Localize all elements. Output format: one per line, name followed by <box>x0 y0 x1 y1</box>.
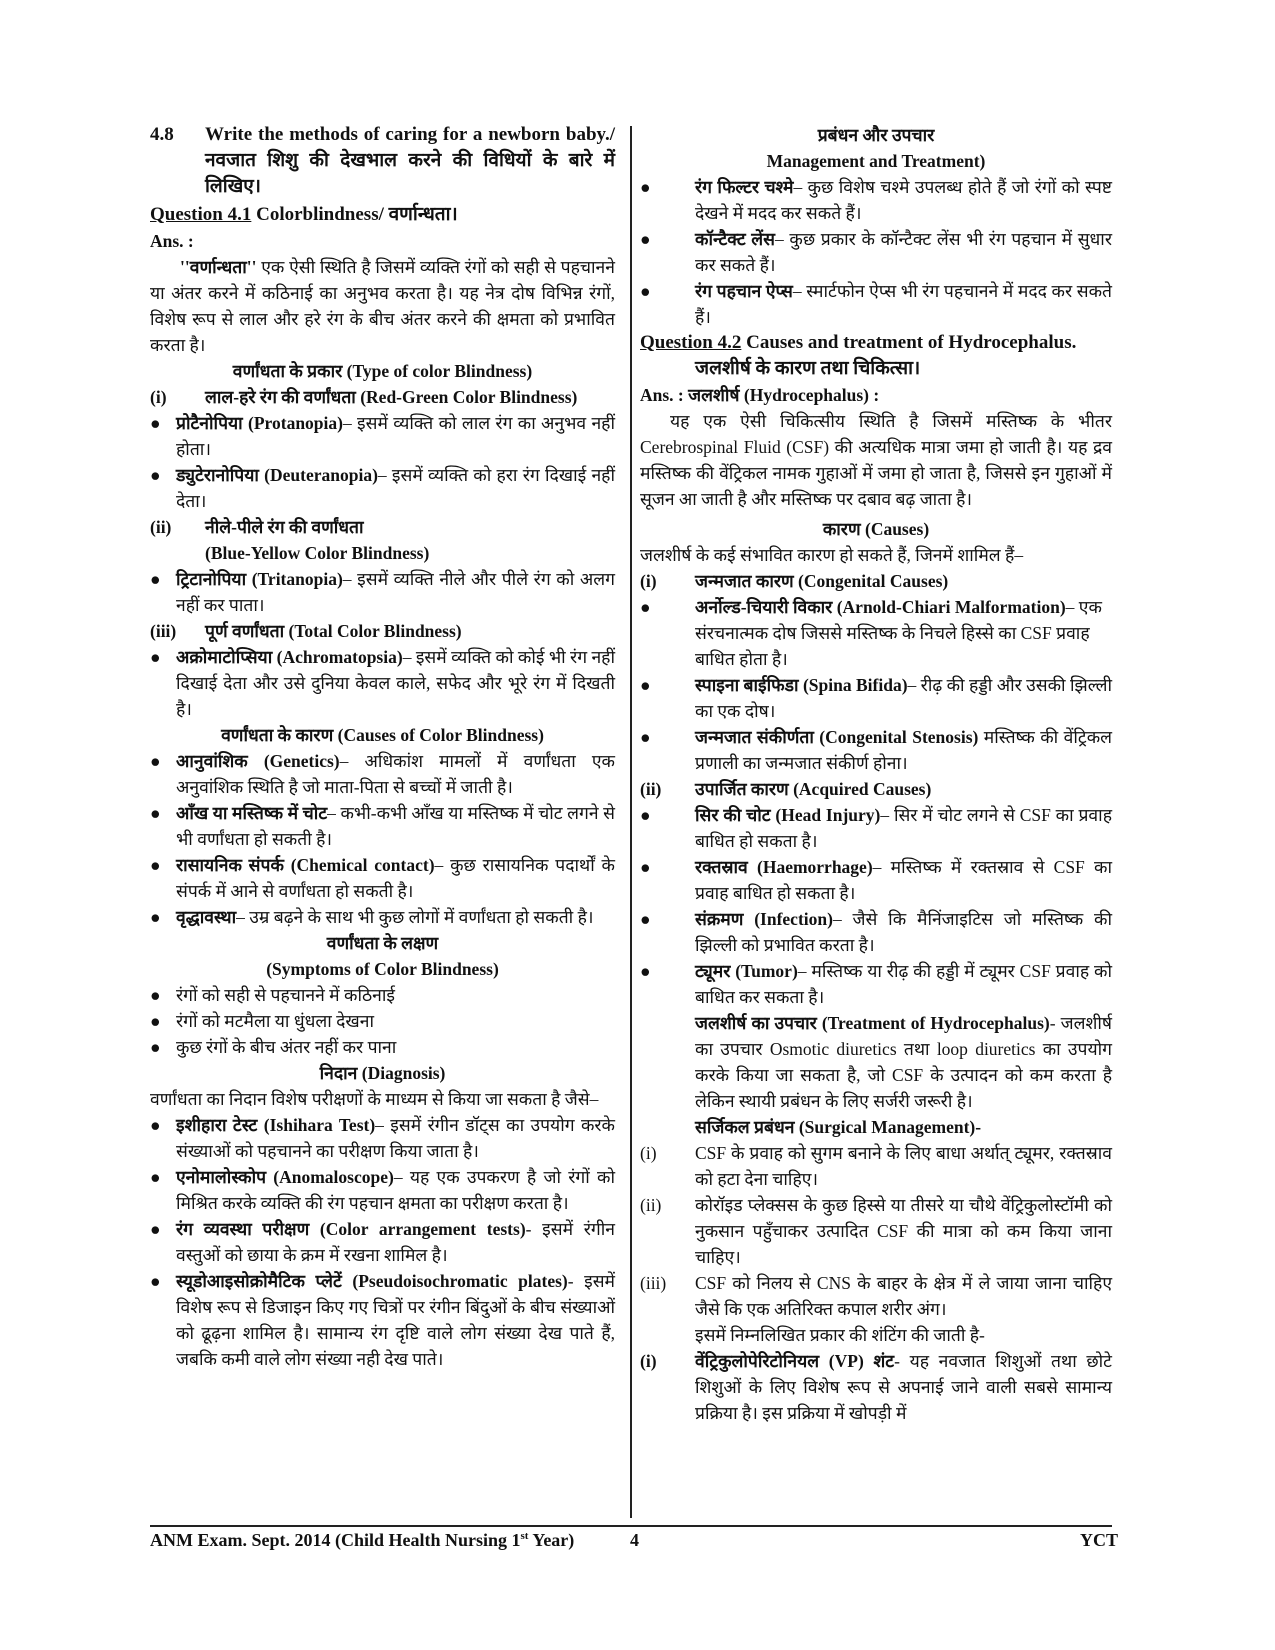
left-column <box>150 122 615 1372</box>
bullet-icon: ● <box>640 281 651 301</box>
bullet-aging <box>150 904 615 930</box>
footer-text: ANM Exam. Sept. 2014 (Child Health Nursing 1 <box>150 1530 521 1550</box>
roman-marker: (ii) <box>640 1195 662 1215</box>
bullet-icon: ● <box>640 961 651 981</box>
term: रंग पहचान ऐप्स <box>695 281 793 301</box>
term: जलशीर्ष का उपचार (Treatment of Hydrocephalus) <box>695 1013 1050 1033</box>
bullet-tumor <box>640 958 1112 1010</box>
bullet-icon: ● <box>150 413 161 433</box>
term-desc: - जलशीर्ष का उपचार Osmotic diuretics तथा loop diuretics का उपयोग करके किया जा सकता है, जो CSF के उत्पादन को कम करता है लेकिन स्थायी प्रबंधन के लिए सर्जरी जरूरी है। <box>695 1013 1112 1111</box>
right-column <box>640 122 1112 1426</box>
bullet-icon: ● <box>640 909 651 929</box>
answer-label: Ans. : जलशीर्ष (Hydrocephalus) : <box>640 385 880 405</box>
term-desc: – कुछ प्रकार के कॉन्टैक्ट लेंस भी रंग पहचान में सुधार कर सकते हैं। <box>695 229 1112 275</box>
question-number: 4.8 <box>150 124 174 145</box>
term: वेंट्रिकुलोपेरिटोनियल (VP) शंट <box>695 1351 895 1371</box>
term: रक्तस्राव (Haemorrhage) <box>695 857 873 877</box>
type-3 <box>150 618 615 644</box>
bullet-icon: ● <box>150 803 161 823</box>
step-text: CSF को निलय से CNS के बाहर के क्षेत्र में ले जाया जाना चाहिए जैसे कि एक अतिरिक्त कपाल शरीर अंग। <box>695 1273 1112 1319</box>
publisher-name: YCT <box>1080 1530 1119 1550</box>
type-text: नीले-पीले रंग की वर्णांधता <box>205 517 364 537</box>
bullet-icon: ● <box>150 1037 161 1057</box>
bullet-apps <box>640 278 1112 330</box>
vp-shunt <box>640 1348 1112 1426</box>
term: रंग फिल्टर चश्मे <box>695 177 794 197</box>
type-text: लाल-हरे रंग की वर्णांधता (Red-Green Color Blindness) <box>205 387 578 407</box>
treatment-paragraph <box>640 1010 1112 1114</box>
bullet-stenosis <box>640 724 1112 776</box>
question-4-2 <box>640 330 1112 356</box>
term: स्यूडोआइसोक्रोमैटिक प्लेटें (Pseudoisochromatic plates) <box>176 1271 568 1291</box>
bullet-achromatopsia <box>150 644 615 722</box>
bullet-deuteranopia <box>150 462 615 514</box>
footer-sup: st <box>520 1530 529 1542</box>
bullet-infection <box>640 906 1112 958</box>
symptom-item <box>150 1008 615 1034</box>
term-desc: - इसमें रंगीन वस्तुओं को छाया के क्रम में रखना शामिल है। <box>176 1219 615 1265</box>
bullet-ishihara <box>150 1112 615 1164</box>
type-1 <box>150 384 615 410</box>
intro-paragraph <box>150 254 615 358</box>
bullet-anomaloscope <box>150 1164 615 1216</box>
causes-heading: कारण (Causes) <box>822 519 930 539</box>
term-desc: – अधिकांश मामलों में वर्णांधता एक अनुवांशिक स्थिति है जो माता-पिता से बच्चों में जाती है। <box>176 751 615 797</box>
surgical-step <box>640 1140 1112 1192</box>
bullet-contact-lens <box>640 226 1112 278</box>
term-desc: – कुछ रासायनिक पदार्थों के संपर्क में आने से वर्णांधता हो सकती है। <box>176 855 615 901</box>
acquired-causes <box>640 776 1112 802</box>
term: वृद्धावस्था <box>176 907 237 927</box>
term: आनुवांशिक (Genetics) <box>176 751 340 771</box>
term-desc: – इसमें व्यक्ति को कोई भी रंग नहीं दिखाई देता और उसे दुनिया केवल काले, सफेद और भूरे रंग में दिखती है। <box>176 647 615 719</box>
question-title-hindi: जलशीर्ष के कारण तथा चिकित्सा। <box>695 358 921 379</box>
symptom-item <box>150 1034 615 1060</box>
term-desc: – रीढ़ की हड्डी और उसकी झिल्ली का एक दोष। <box>695 675 1112 721</box>
roman-marker: (i) <box>640 571 657 591</box>
type-2-english: (Blue-Yellow Color Blindness) <box>205 543 430 563</box>
term-desc: – मस्तिष्क या रीढ़ की हड्डी में ट्यूमर CSF प्रवाह को बाधित कर सकता है। <box>695 961 1112 1007</box>
symptom-text: रंगों को सही से पहचानने में कठिनाई <box>176 985 395 1005</box>
type-text: पूर्ण वर्णांधता (Total Color Blindness) <box>205 621 462 641</box>
question-4-8 <box>150 122 615 200</box>
bullet-icon: ● <box>640 177 651 197</box>
term: रंग व्यवस्था परीक्षण (Color arrangement tests) <box>176 1219 526 1239</box>
term-desc: – कुछ विशेष चश्मे उपलब्ध होते हैं जो रंगों को स्पष्ट देखने में मदद कर सकते हैं। <box>695 177 1112 223</box>
term-desc: – इसमें व्यक्ति को लाल रंग का अनुभव नहीं होता। <box>176 413 615 459</box>
term-desc: – इसमें व्यक्ति नीले और पीले रंग को अलग नहीं कर पाता। <box>176 569 615 615</box>
question-label: Question 4.2 <box>640 332 742 353</box>
roman-marker: (iii) <box>640 1273 667 1293</box>
term-desc: - इसमें विशेष रूप से डिजाइन किए गए चित्रों पर रंगीन बिंदुओं के बीच संख्याओं को ढूढ़ना शामिल है। सामान्य रंग दृष्टि वाले लोग संख्या देख पाते हैं, जबकि कमी वाले लोग संख्या नही देख पाते। <box>176 1271 616 1369</box>
bullet-icon: ● <box>150 569 161 589</box>
symptom-text: कुछ रंगों के बीच अंतर नहीं कर पाना <box>176 1037 397 1057</box>
footer-text-end: Year) <box>528 1530 575 1550</box>
roman-marker: (i) <box>640 1143 657 1163</box>
causes-heading: वर्णांधता के कारण (Causes of Color Blindness) <box>221 725 544 745</box>
symptom-item <box>150 982 615 1008</box>
bullet-tritanopia <box>150 566 615 618</box>
hydro-intro: यह एक ऐसी चिकित्सीय स्थिति है जिसमें मस्तिष्क के भीतर Cerebrospinal Fluid (CSF) की अत्यधिक मात्रा जमा हो जाती है। यह द्रव मस्तिष्क की वेंट्रिकल नामक गुहाओं में जमा हो जाता है, जिससे इन गुहाओं में सूजन आ जाती है और मस्तिष्क पर दबाव बढ़ जाता है। <box>640 411 1112 509</box>
term: आँख या मस्तिष्क में चोट <box>176 803 328 823</box>
bullet-icon: ● <box>640 805 651 825</box>
symptom-text: रंगों को मटमैला या धुंधला देखना <box>176 1011 374 1031</box>
management-heading-english: Management and Treatment) <box>766 151 986 171</box>
bullet-pseudoisochromatic <box>150 1268 615 1372</box>
answer-label: Ans. : <box>150 231 194 251</box>
bullet-chemical <box>150 852 615 904</box>
term: स्पाइना बाईफिडा (Spina Bifida) <box>695 675 908 695</box>
bullet-injury <box>150 800 615 852</box>
bullet-icon: ● <box>150 907 161 927</box>
term-desc: – कभी-कभी आँख या मस्तिष्क में चोट लगने से भी वर्णांधता हो सकती है। <box>176 803 615 849</box>
diagnosis-heading: निदान (Diagnosis) <box>319 1063 446 1083</box>
symptoms-heading-english: (Symptoms of Color Blindness) <box>266 959 499 979</box>
term-desc: – सिर में चोट लगने से CSF का प्रवाह बाधित हो सकता है। <box>695 805 1112 851</box>
bullet-icon: ● <box>640 597 651 617</box>
roman-marker: (ii) <box>150 517 172 537</box>
term: ड्युटेरानोपिया (Deuteranopia) <box>176 465 378 485</box>
column-divider <box>630 126 632 1518</box>
footer-rule <box>150 1525 1112 1527</box>
bullet-icon: ● <box>150 855 161 875</box>
bullet-icon: ● <box>150 465 161 485</box>
bullet-icon: ● <box>150 1115 161 1135</box>
shunt-intro: इसमें निम्नलिखित प्रकार की शंटिंग की जाती है- <box>695 1325 985 1345</box>
term: कॉन्टैक्ट लेंस <box>695 229 775 249</box>
type-2 <box>150 514 615 540</box>
bullet-icon: ● <box>150 985 161 1005</box>
bullet-icon: ● <box>150 1011 161 1031</box>
intro-text: एक ऐसी स्थिति है जिसमें व्यक्ति रंगों को सही से पहचानने या अंतर करने में कठिनाई का अनुभव करता है। यह नेत्र दोष विभिन्न रंगों, विशेष रूप से लाल और हरे रंग के बीच अंतर करने की क्षमता को प्रभावित करता है। <box>150 257 615 355</box>
term-desc: – मस्तिष्क में रक्तस्राव से CSF का प्रवाह बाधित हो सकता है। <box>695 857 1112 903</box>
bullet-icon: ● <box>150 1271 161 1291</box>
bullet-genetics <box>150 748 615 800</box>
roman-marker: (i) <box>150 387 167 407</box>
bullet-icon: ● <box>640 675 651 695</box>
intro-term: ''वर्णान्धता'' <box>180 257 257 277</box>
bullet-icon: ● <box>150 751 161 771</box>
term: जन्मजात संकीर्णता (Congenital Stenosis) <box>695 727 979 747</box>
causes-intro: जलशीर्ष के कई संभावित कारण हो सकते हैं, जिनमें शामिल हैं– <box>640 545 1024 565</box>
term-desc: - यह नवजात शिशुओं तथा छोटे शिशुओं के लिए विशेष रूप से अपनाई जाने वाली सबसे सामान्य प्रक्रिया है। इस प्रक्रिया में खोपड़ी में <box>695 1351 1112 1423</box>
term-desc: – एक संरचनात्मक दोष जिससे मस्तिष्क के निचले हिस्से का CSF प्रवाह बाधित होता है। <box>695 597 1102 669</box>
question-label: Question 4.1 <box>150 204 252 225</box>
term: रासायनिक संपर्क (Chemical contact) <box>176 855 435 875</box>
term: सिर की चोट (Head Injury) <box>695 805 881 825</box>
term: एनोमालोस्कोप (Anomaloscope) <box>176 1167 394 1187</box>
term: प्रोटैनोपिया (Protanopia) <box>176 413 343 433</box>
term-desc: – यह एक उपकरण है जो रंगों को मिश्रित करके व्यक्ति की रंग पहचान क्षमता का परीक्षण करता है। <box>176 1167 615 1213</box>
congenital-causes <box>640 568 1112 594</box>
bullet-icon: ● <box>150 647 161 667</box>
symptoms-heading: वर्णांधता के लक्षण <box>326 933 439 953</box>
roman-marker: (i) <box>640 1351 657 1371</box>
surgical-step <box>640 1192 1112 1270</box>
term: ट्रिटानोपिया (Tritanopia) <box>176 569 343 589</box>
step-text: CSF के प्रवाह को सुगम बनाने के लिए बाधा अर्थात् ट्यूमर, रक्तस्राव को हटा देना चाहिए। <box>695 1143 1112 1189</box>
term: अर्नोल्ड-चियारी विकार (Arnold-Chiari Malformation) <box>695 597 1066 617</box>
bullet-icon: ● <box>640 727 651 747</box>
bullet-filter-glasses <box>640 174 1112 226</box>
bullet-icon: ● <box>150 1219 161 1239</box>
bullet-haemorrhage <box>640 854 1112 906</box>
term-desc: – जैसे कि मैनिंजाइटिस जो मस्तिष्क की झिल्ली को प्रभावित करता है। <box>695 909 1112 955</box>
surgical-heading: सर्जिकल प्रबंधन (Surgical Management)- <box>695 1117 982 1137</box>
term-desc: – इसमें रंगीन डॉट्स का उपयोग करके संख्याओं को पहचानने का परीक्षण किया जाता है। <box>176 1115 615 1161</box>
roman-marker: (ii) <box>640 779 662 799</box>
step-text: कोरॉइड प्लेक्सस के कुछ हिस्से या तीसरे या चौथे वेंट्रिकुलोस्टॉमी को नुकसान पहुँचाकर उत्पादित CSF की मात्रा को कम किया जाना चाहिए। <box>695 1195 1112 1267</box>
term-desc: – उम्र बढ़ने के साथ भी कुछ लोगों में वर्णांधता हो सकती है। <box>236 907 594 927</box>
bullet-arnold-chiari <box>640 594 1112 672</box>
question-4-1 <box>150 202 615 228</box>
page-number: 4 <box>630 1530 639 1550</box>
bullet-icon: ● <box>640 857 651 877</box>
term: इशीहारा टेस्ट (Ishihara Test) <box>176 1115 376 1135</box>
surgical-step <box>640 1270 1112 1322</box>
term: अक्रोमाटोप्सिया (Achromatopsia) <box>176 647 403 667</box>
term-desc: – इसमें व्यक्ति को हरा रंग दिखाई नहीं देता। <box>176 465 615 511</box>
question-title: Causes and treatment of Hydrocephalus. <box>741 332 1077 353</box>
bullet-head-injury <box>640 802 1112 854</box>
types-heading: वर्णांधता के प्रकार (Type of color Blindness) <box>232 361 533 381</box>
bullet-protanopia <box>150 410 615 462</box>
cause-type: उपार्जित कारण (Acquired Causes) <box>695 779 932 799</box>
term: ट्यूमर (Tumor) <box>695 961 798 981</box>
cause-type: जन्मजात कारण (Congenital Causes) <box>695 571 949 591</box>
question-text: Write the methods of caring for a newborn baby./ नवजात शिशु की देखभाल करने की विधियों के बारे में लिखिए। <box>205 124 615 197</box>
footer-exam-title <box>150 1530 574 1551</box>
question-title: Colorblindness/ वर्णान्धता। <box>251 204 458 225</box>
roman-marker: (iii) <box>150 621 177 641</box>
bullet-icon: ● <box>640 229 651 249</box>
bullet-spina-bifida <box>640 672 1112 724</box>
management-heading: प्रबंधन और उपचार <box>817 125 935 145</box>
diagnosis-intro: वर्णांधता का निदान विशेष परीक्षणों के माध्यम से किया जा सकता है जैसे– <box>150 1089 599 1109</box>
bullet-arrangement <box>150 1216 615 1268</box>
term-desc: मस्तिष्क की वेंट्रिकल प्रणाली का जन्मजात संकीर्ण होना। <box>695 727 1112 773</box>
bullet-icon: ● <box>150 1167 161 1187</box>
term: संक्रमण (Infection) <box>695 909 833 929</box>
term-desc: – स्मार्टफोन ऐप्स भी रंग पहचानने में मदद कर सकते हैं। <box>695 281 1112 327</box>
